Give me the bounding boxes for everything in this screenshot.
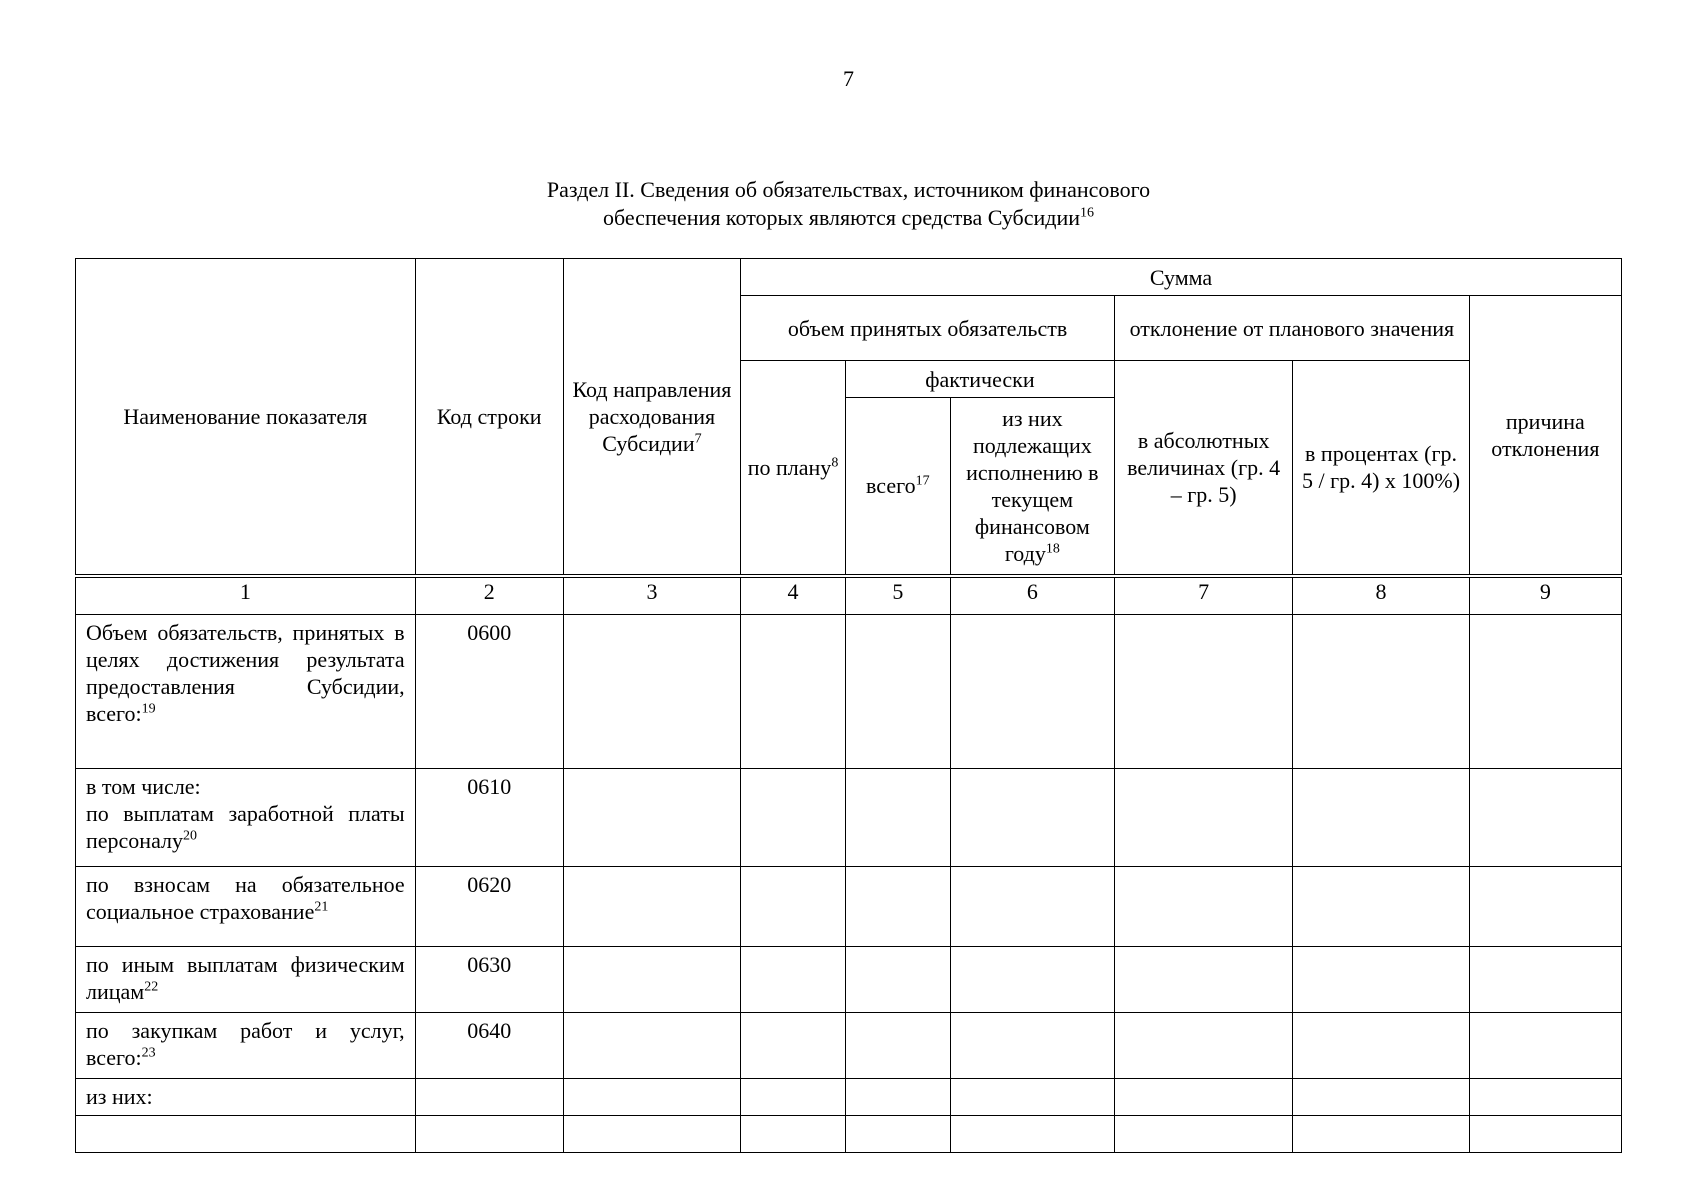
section-title: [0, 176, 1697, 232]
column-number: 3: [563, 576, 740, 615]
table-row: [76, 1012, 1622, 1078]
table-row: [76, 1078, 1622, 1115]
header-absolute: в абсолютных величинах (гр. 4 – гр. 5): [1114, 361, 1292, 576]
footnote-ref: 20: [183, 828, 198, 844]
table-cell[interactable]: [845, 866, 950, 946]
table-cell[interactable]: [1293, 768, 1469, 866]
footnote-ref: 18: [1045, 541, 1060, 557]
table-cell[interactable]: [563, 866, 740, 946]
table-cell[interactable]: [950, 614, 1114, 768]
table-cell[interactable]: [563, 1115, 740, 1152]
column-number: 1: [76, 576, 416, 615]
table-cell[interactable]: [741, 614, 846, 768]
table-cell[interactable]: [563, 946, 740, 1012]
header-sum: Сумма: [741, 259, 1622, 296]
table-cell[interactable]: [1293, 614, 1469, 768]
footnote-ref: 17: [915, 473, 930, 489]
table-cell[interactable]: [741, 946, 846, 1012]
table-cell[interactable]: [563, 768, 740, 866]
footnote-ref: 7: [694, 431, 702, 447]
table-cell[interactable]: [1469, 866, 1621, 946]
footnote-ref: 22: [144, 979, 159, 995]
table-cell[interactable]: [741, 866, 846, 946]
table-row: [76, 1115, 1622, 1152]
page-number: 7: [843, 66, 854, 91]
column-numbers-row: [76, 576, 1622, 615]
table-cell[interactable]: [563, 614, 740, 768]
obligations-table: [75, 258, 1622, 1153]
header-reason: причина отклонения: [1469, 296, 1621, 576]
table-cell[interactable]: [1114, 614, 1292, 768]
row-label: по закупкам работ и услуг, всего:$^{23}$: [76, 1012, 416, 1078]
header-current-year: из них подлежащих исполнению в текущем финансовом году$^{18}$: [950, 398, 1114, 576]
table-cell[interactable]: [741, 1012, 846, 1078]
header-percent: в процентах (гр. 5 / гр. 4) x 100%): [1293, 361, 1469, 576]
footnote-ref: 16: [1080, 205, 1095, 221]
footnote-ref: 21: [314, 899, 329, 915]
table-cell[interactable]: [845, 1115, 950, 1152]
table-cell[interactable]: [950, 1115, 1114, 1152]
header-obligations: объем принятых обязательств: [741, 296, 1115, 361]
row-code: 0630: [415, 946, 563, 1012]
table-row: [76, 946, 1622, 1012]
table-cell[interactable]: [741, 1115, 846, 1152]
table-cell[interactable]: [845, 946, 950, 1012]
table-cell[interactable]: [1293, 1078, 1469, 1115]
table-cell[interactable]: [563, 1078, 740, 1115]
row-code: [415, 1078, 563, 1115]
section-title-line2: обеспечения которых являются средства Субсидии$^{16}$: [602, 205, 1095, 230]
header-name: Наименование показателя: [76, 259, 416, 576]
table-cell[interactable]: [950, 1012, 1114, 1078]
table-cell[interactable]: [845, 768, 950, 866]
footnote-ref: 23: [141, 1045, 156, 1061]
table-cell[interactable]: [1114, 768, 1292, 866]
column-number: 2: [415, 576, 563, 615]
table-cell[interactable]: [950, 1078, 1114, 1115]
row-label: по взносам на обязательное социальное страхование$^{21}$: [76, 866, 416, 946]
row-code: 0600: [415, 614, 563, 768]
table-cell[interactable]: [845, 614, 950, 768]
column-number: 9: [1469, 576, 1621, 615]
header-deviation: отклонение от планового значения: [1114, 296, 1469, 361]
table-cell[interactable]: [845, 1012, 950, 1078]
header-direction-code: Код направления расходования Субсидии$^7$: [563, 259, 740, 576]
table-cell[interactable]: [1293, 946, 1469, 1012]
table-cell[interactable]: [1293, 1012, 1469, 1078]
table-row: [76, 614, 1622, 768]
header-total: всего$^{17}$: [845, 398, 950, 576]
row-label: [76, 1115, 416, 1152]
column-number: 4: [741, 576, 846, 615]
header-plan: по плану$^8$: [741, 361, 846, 576]
table-cell[interactable]: [741, 1078, 846, 1115]
row-label-prefix: в том числе:: [86, 773, 201, 799]
table-row: [76, 866, 1622, 946]
header-actual: фактически: [845, 361, 1114, 398]
row-code: 0610: [415, 768, 563, 866]
table-cell[interactable]: [1114, 946, 1292, 1012]
table-cell[interactable]: [1114, 1078, 1292, 1115]
table-cell[interactable]: [845, 1078, 950, 1115]
column-number: 6: [950, 576, 1114, 615]
table-cell[interactable]: [1293, 866, 1469, 946]
row-label: Объем обязательств, принятых в целях достижения результата предоставления Субсидии, всего:$^{19}$: [76, 614, 416, 768]
row-code: 0620: [415, 866, 563, 946]
row-label: в том числе: по выплатам заработной платы персоналу$^{20}$: [76, 768, 416, 866]
table-cell[interactable]: [1114, 1115, 1292, 1152]
table-cell[interactable]: [1469, 768, 1621, 866]
table-cell[interactable]: [1469, 1115, 1621, 1152]
row-label: по иным выплатам физическим лицам$^{22}$: [76, 946, 416, 1012]
footnote-ref: 8: [831, 455, 839, 471]
table-cell[interactable]: [1114, 1012, 1292, 1078]
footnote-ref: 19: [141, 701, 156, 717]
table-cell[interactable]: [950, 946, 1114, 1012]
table-cell[interactable]: [1114, 866, 1292, 946]
table-cell[interactable]: [950, 866, 1114, 946]
column-number: 7: [1114, 576, 1292, 615]
column-number: 5: [845, 576, 950, 615]
table-cell[interactable]: [950, 768, 1114, 866]
table-cell[interactable]: [1469, 946, 1621, 1012]
row-code: 0640: [415, 1012, 563, 1078]
row-code: [415, 1115, 563, 1152]
column-number: 8: [1293, 576, 1469, 615]
section-title-line1: Раздел II. Сведения об обязательствах, источником финансового: [546, 177, 1151, 202]
table-cell[interactable]: [1469, 1012, 1621, 1078]
header-row-code: Код строки: [415, 259, 563, 576]
table-row: [76, 768, 1622, 866]
row-label: из них:: [76, 1078, 416, 1115]
table-cell[interactable]: [1293, 1115, 1469, 1152]
table-cell[interactable]: [1469, 614, 1621, 768]
table-cell[interactable]: [741, 768, 846, 866]
table-cell[interactable]: [563, 1012, 740, 1078]
table-cell[interactable]: [1469, 1078, 1621, 1115]
